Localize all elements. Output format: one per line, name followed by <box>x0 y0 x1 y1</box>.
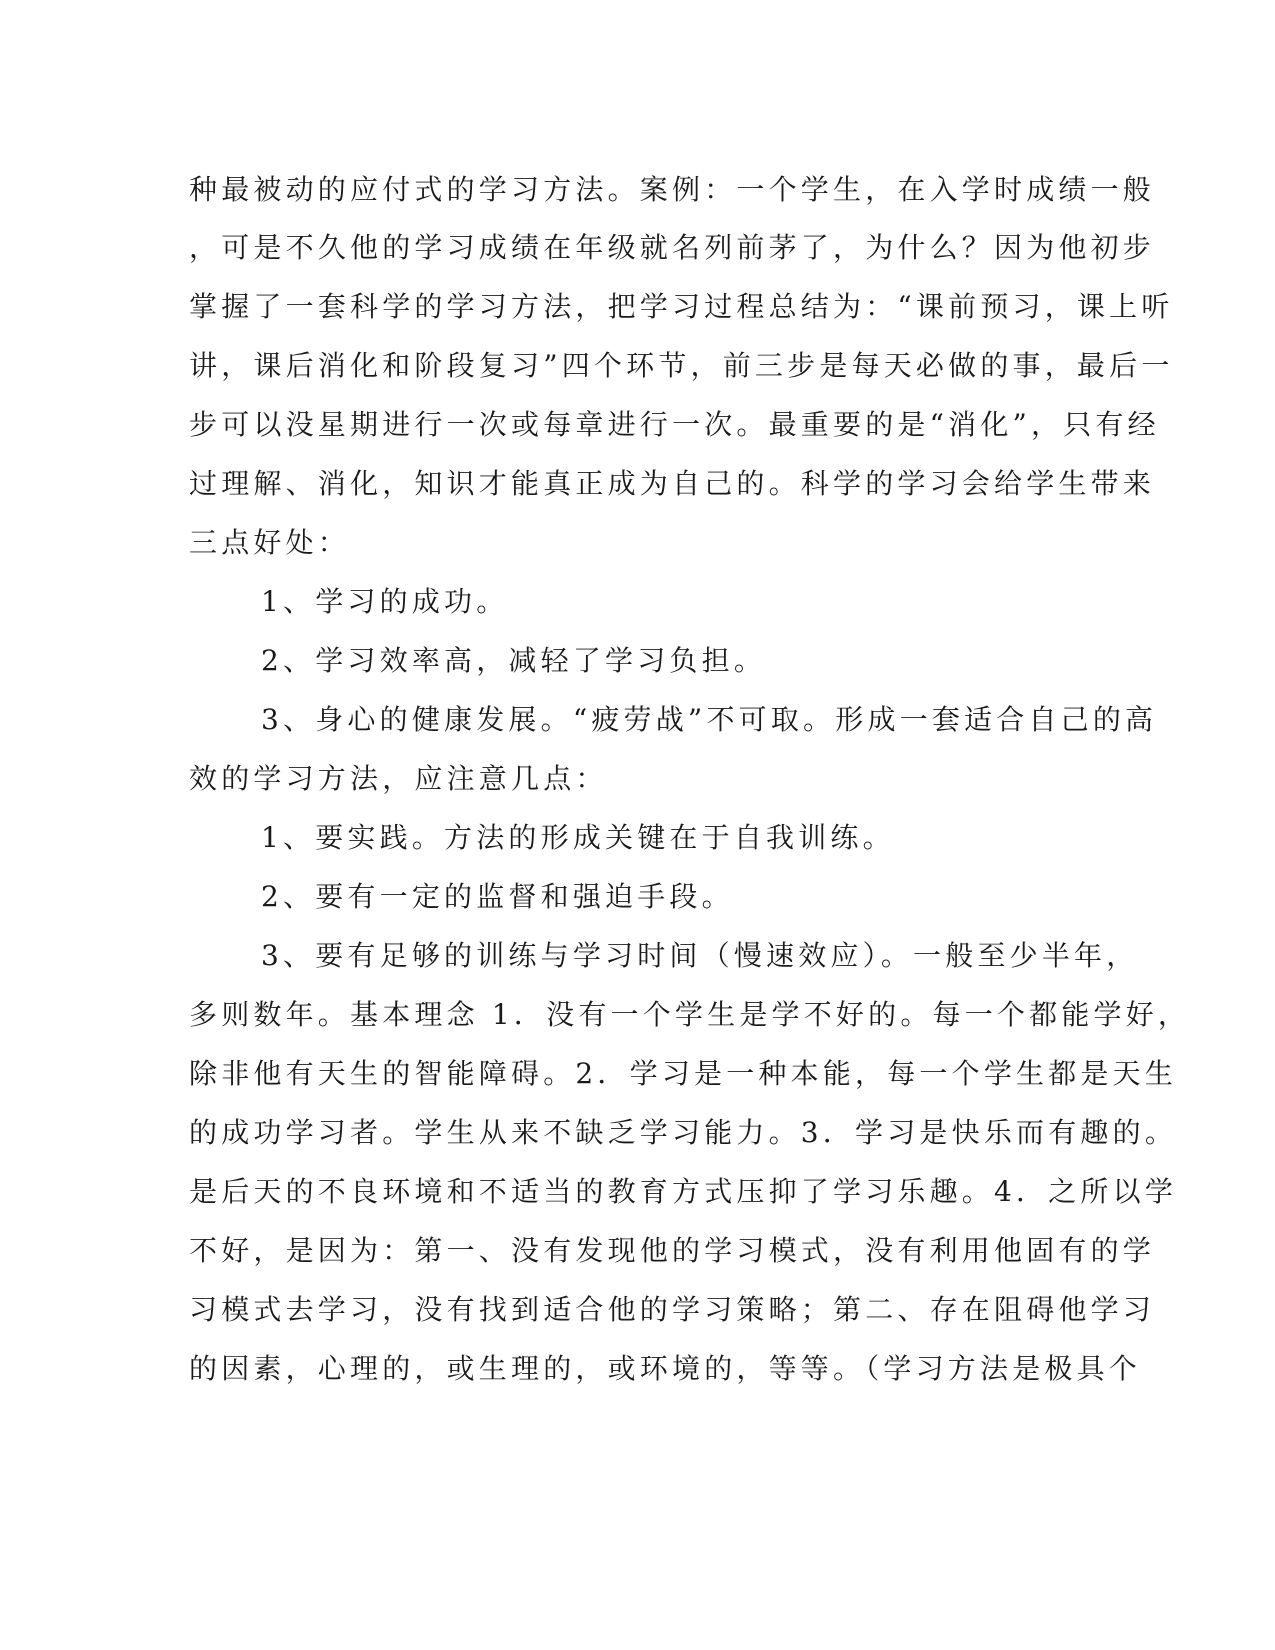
text-line: ，可是不久他的学习成绩在年级就名列前茅了，为什么？因为他初步 <box>189 231 1156 264</box>
list-item: 3、要有足够的训练与学习时间（慢速效应）。一般至少半年， <box>261 939 1139 972</box>
text-line: 是后天的不良环境和不适当的教育方式压抑了学习乐趣。4．之所以学 <box>189 1175 1178 1208</box>
text-line: 不好，是因为：第一、没有发现他的学习模式，没有利用他固有的学 <box>189 1234 1156 1267</box>
text-line: 习模式去学习，没有找到适合他的学习策略；第二、存在阻碍他学习 <box>189 1293 1156 1326</box>
text-line: 掌握了一套科学的学习方法，把学习过程总结为：“课前预习，课上听 <box>189 290 1174 323</box>
text-line: 步可以没星期进行一次或每章进行一次。最重要的是“消化”，只有经 <box>189 408 1160 441</box>
text-line: 除非他有天生的智能障碍。2．学习是一种本能，每一个学生都是天生 <box>189 1057 1178 1090</box>
list-item: 2、要有一定的监督和强迫手段。 <box>261 880 734 913</box>
list-item: 3、身心的健康发展。“疲劳战”不可取。形成一套适合自己的高 <box>261 703 1158 736</box>
text-line: 的成功学习者。学生从来不缺乏学习能力。3．学习是快乐而有趣的。 <box>189 1116 1178 1149</box>
text-line: 的因素，心理的，或生理的，或环境的，等等。（学习方法是极具个 <box>189 1352 1142 1385</box>
text-line: 多则数年。基本理念 1．没有一个学生是学不好的。每一个都能学好， <box>189 998 1191 1031</box>
text-line: 种最被动的应付式的学习方法。案例：一个学生，在入学时成绩一般 <box>189 173 1156 206</box>
text-line: 效的学习方法，应注意几点： <box>189 762 608 795</box>
text-line: 讲，课后消化和阶段复习”四个环节，前三步是每天必做的事，最后一 <box>189 349 1174 382</box>
text-line: 三点好处： <box>189 526 351 559</box>
list-item: 2、学习效率高，减轻了学习负担。 <box>261 644 767 677</box>
list-item: 1、要实践。方法的形成关键在于自我训练。 <box>261 821 895 854</box>
text-line: 过理解、消化，知识才能真正成为自己的。科学的学习会给学生带来 <box>189 467 1156 500</box>
list-item: 1、学习的成功。 <box>261 585 509 618</box>
